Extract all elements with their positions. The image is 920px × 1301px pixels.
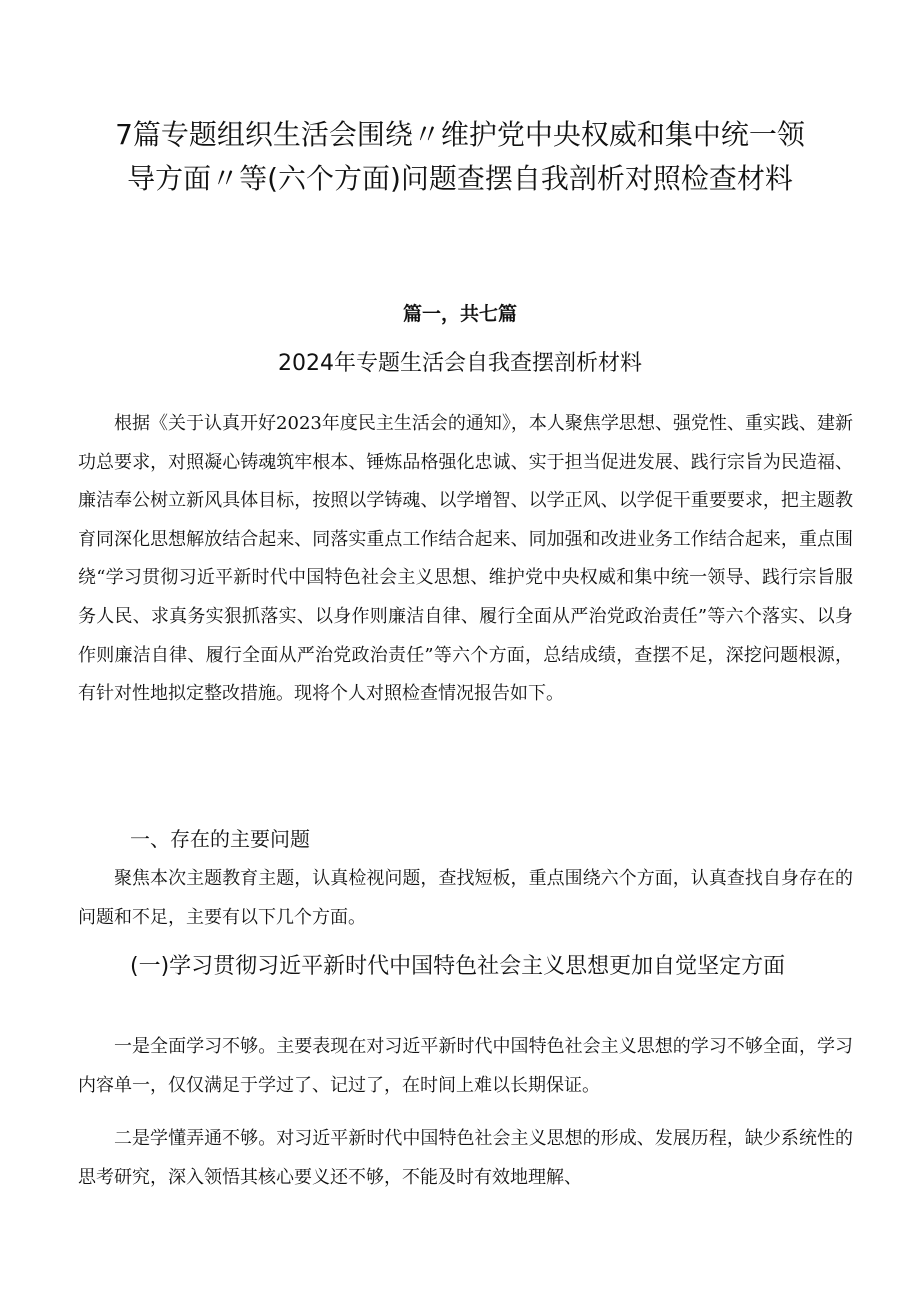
section-label: 篇一，共七篇 (402, 303, 517, 325)
section-heading-problems: 一、存在的主要问题 (130, 827, 310, 851)
point-paragraph-1: 一是全面学习不够。主要表现在对习近平新时代中国特色社会主义思想的学习不够全面，学习内容单一，仅仅满足于学过了、记过了，在时间上难以长期保证。 (78, 1036, 853, 1096)
subsection-heading-study: (一)学习贯彻习近平新时代中国特色社会主义思想更加自觉坚定方面 (130, 954, 786, 979)
point-paragraph-2: 二是学懂弄通不够。对习近平新时代中国特色社会主义思想的形成、发展历程，缺少系统性的思考研究，深入领悟其核心要义还不够，不能及时有效地理解、 (78, 1128, 853, 1188)
focus-paragraph: 聚焦本次主题教育主题，认真检视问题，查找短板，重点围绕六个方面，认真查找自身存在的问题和不足，主要有以下几个方面。 (78, 868, 853, 928)
intro-paragraph: 根据《关于认真开好2023年度民主生活会的通知》，本人聚焦学思想、强党性、重实践、建新功总要求，对照凝心铸魂筑牢根本、锤炼品格强化忠诚、实于担当促进发展、践行宗旨为民造福、廉洁奉公树立新风具体目标，按照以学铸魂、以学增智、以学正风、以学促干重要要求，把主题教育同深化思想解放结合起来、同落实重点工作结合起来、同加强和改进业务工作结合起来，重点围绕“学习贯彻习近平新时代中国特色社会主义思想、维护党中央权威和集中统一领导、践行宗旨服务人民、求真务实狠抓落实、以身作则廉洁自律、履行全面从严治党政治责任”等六个落实、以身作则廉洁自律、履行全面从严治党政治责任”等六个方面，总结成绩，查摆不足，深挖问题根源，有针对性地拟定整改措施。现将个人对照检查情况报告如下。 (78, 413, 853, 705)
document-title: 7篇专题组织生活会围绕〃维护党中央权威和集中统一领导方面〃等(六个方面)问题查摆自我剖析对照检查材料 (115, 118, 805, 195)
document-subtitle: 2024年专题生活会自我查摆剖析材料 (278, 351, 642, 376)
